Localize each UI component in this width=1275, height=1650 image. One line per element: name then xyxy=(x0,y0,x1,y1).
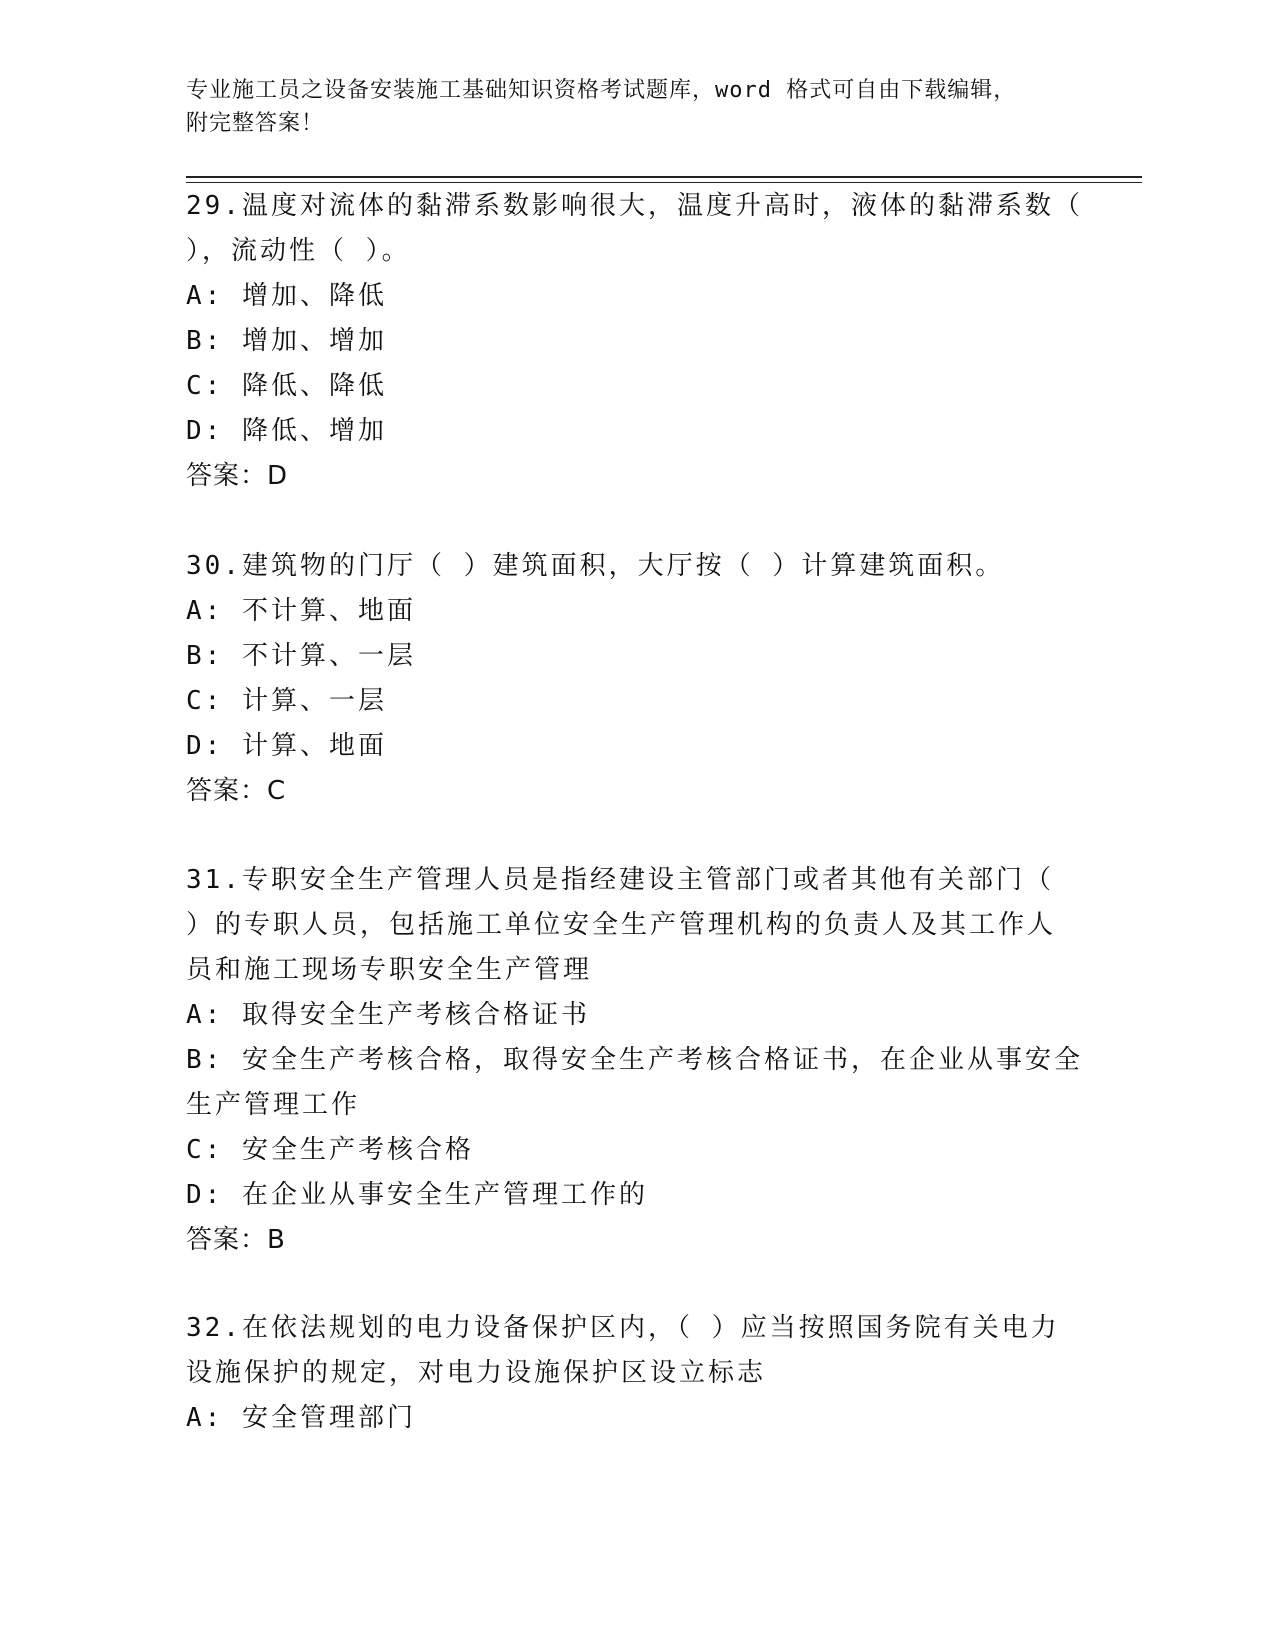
question-32 xyxy=(186,1306,1066,1441)
option-d: D: 在企业从事安全生产管理工作的 xyxy=(186,1180,648,1210)
question-stem-line: 32.在依法规划的电力设备保护区内，（ ）应当按照国务院有关电力 xyxy=(186,1313,1060,1343)
header-line-2: 附完整答案！ xyxy=(186,111,325,136)
question-stem-line: 31.专职安全生产管理人员是指经建设主管部门或者其他有关部门（ xyxy=(186,865,1054,895)
option-d: D: 计算、地面 xyxy=(186,731,387,761)
option-c: C: 计算、一层 xyxy=(186,686,387,716)
option-c: C: 降低、降低 xyxy=(186,371,387,401)
question-29 xyxy=(186,184,1083,499)
option-b: B: 安全生产考核合格，取得安全生产考核合格证书，在企业从事安全 xyxy=(186,1045,1083,1075)
option-b: B: 不计算、一层 xyxy=(186,641,416,671)
option-c: C: 安全生产考核合格 xyxy=(186,1135,474,1165)
question-stem-line: 员和施工现场专职安全生产管理 xyxy=(186,955,593,985)
question-stem-line: ），流动性（ ）。 xyxy=(186,236,411,266)
option-b: B: 增加、增加 xyxy=(186,326,387,356)
question-30 xyxy=(186,544,1066,814)
question-stem-line: 设施保护的规定，对电力设施保护区设立标志 xyxy=(186,1358,767,1388)
header-divider-thin xyxy=(186,182,1142,183)
document-header xyxy=(186,74,1066,140)
question-stem-line: 29.温度对流体的黏滞系数影响很大，温度升高时，液体的黏滞系数（ xyxy=(186,191,1083,221)
option-a: A: 取得安全生产考核合格证书 xyxy=(186,1000,590,1030)
answer-label: 答案：B xyxy=(186,1225,286,1255)
question-stem-line: ）的专职人员，包括施工单位安全生产管理机构的负责人及其工作人 xyxy=(186,910,1057,940)
option-a: A: 不计算、地面 xyxy=(186,596,416,626)
answer-label: 答案：D xyxy=(186,461,289,491)
option-b-continued: 生产管理工作 xyxy=(186,1090,361,1120)
option-a: A: 安全管理部门 xyxy=(186,1403,416,1433)
header-line-1: 专业施工员之设备安装施工基础知识资格考试题库，word 格式可自由下载编辑， xyxy=(186,78,1017,103)
answer-label: 答案：C xyxy=(186,776,287,806)
option-d: D: 降低、增加 xyxy=(186,416,387,446)
question-stem-line: 30.建筑物的门厅（ ）建筑面积，大厅按（ ）计算建筑面积。 xyxy=(186,551,1005,581)
option-a: A: 增加、降低 xyxy=(186,281,387,311)
header-divider-thick xyxy=(186,176,1142,178)
question-31 xyxy=(186,858,1083,1263)
